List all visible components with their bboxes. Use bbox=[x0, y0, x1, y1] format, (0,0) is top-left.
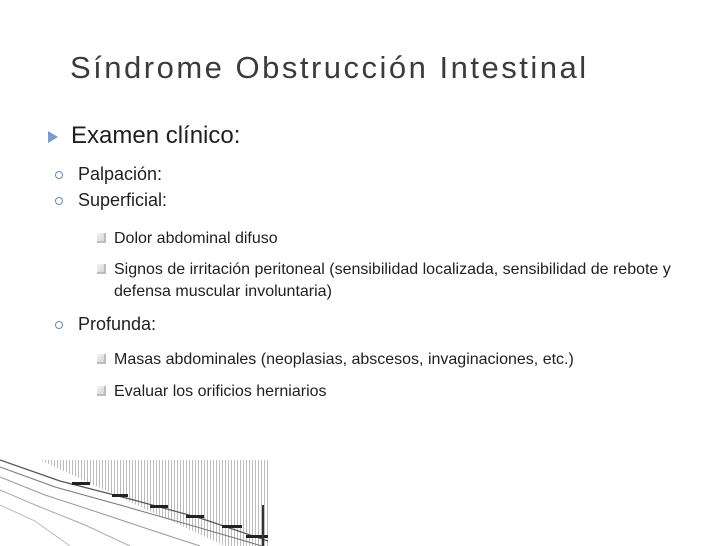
bullet-label: Superficial: bbox=[78, 190, 168, 210]
ring-bullet-icon bbox=[55, 197, 63, 205]
bullet-examen-clinico bbox=[48, 122, 240, 150]
bullet-label: Evaluar los orificios herniarios bbox=[114, 383, 327, 400]
box-bullet-icon bbox=[97, 233, 106, 243]
bullet-masas-abdominales bbox=[97, 349, 684, 371]
bullet-label: Signos de irritación peritoneal (sensibilidad localizada, sensibilidad de rebote y defensa muscular involuntaria) bbox=[114, 261, 671, 300]
bullet-profunda bbox=[55, 314, 156, 335]
bullet-label: Palpación: bbox=[78, 164, 163, 184]
box-bullet-icon bbox=[97, 354, 106, 364]
bullet-irritacion-peritoneal bbox=[97, 259, 684, 303]
bullet-superficial bbox=[55, 190, 167, 211]
box-bullet-icon bbox=[97, 386, 106, 396]
slide-title: Síndrome Obstrucción Intestinal bbox=[70, 50, 589, 85]
box-bullet-icon bbox=[97, 264, 106, 274]
bullet-label: Profunda: bbox=[78, 314, 157, 334]
bullet-dolor-abdominal bbox=[97, 228, 684, 250]
bullet-orificios-herniarios bbox=[97, 381, 684, 403]
bullet-label: Dolor abdominal difuso bbox=[114, 230, 278, 247]
decorative-stripes bbox=[0, 455, 280, 546]
bullet-palpacion bbox=[55, 164, 162, 185]
bullet-label: Examen clínico: bbox=[71, 122, 241, 149]
triangle-bullet-icon bbox=[48, 131, 58, 143]
bullet-label: Masas abdominales (neoplasias, abscesos, invaginaciones, etc.) bbox=[114, 351, 574, 368]
ring-bullet-icon bbox=[55, 171, 63, 179]
ring-bullet-icon bbox=[55, 321, 63, 329]
